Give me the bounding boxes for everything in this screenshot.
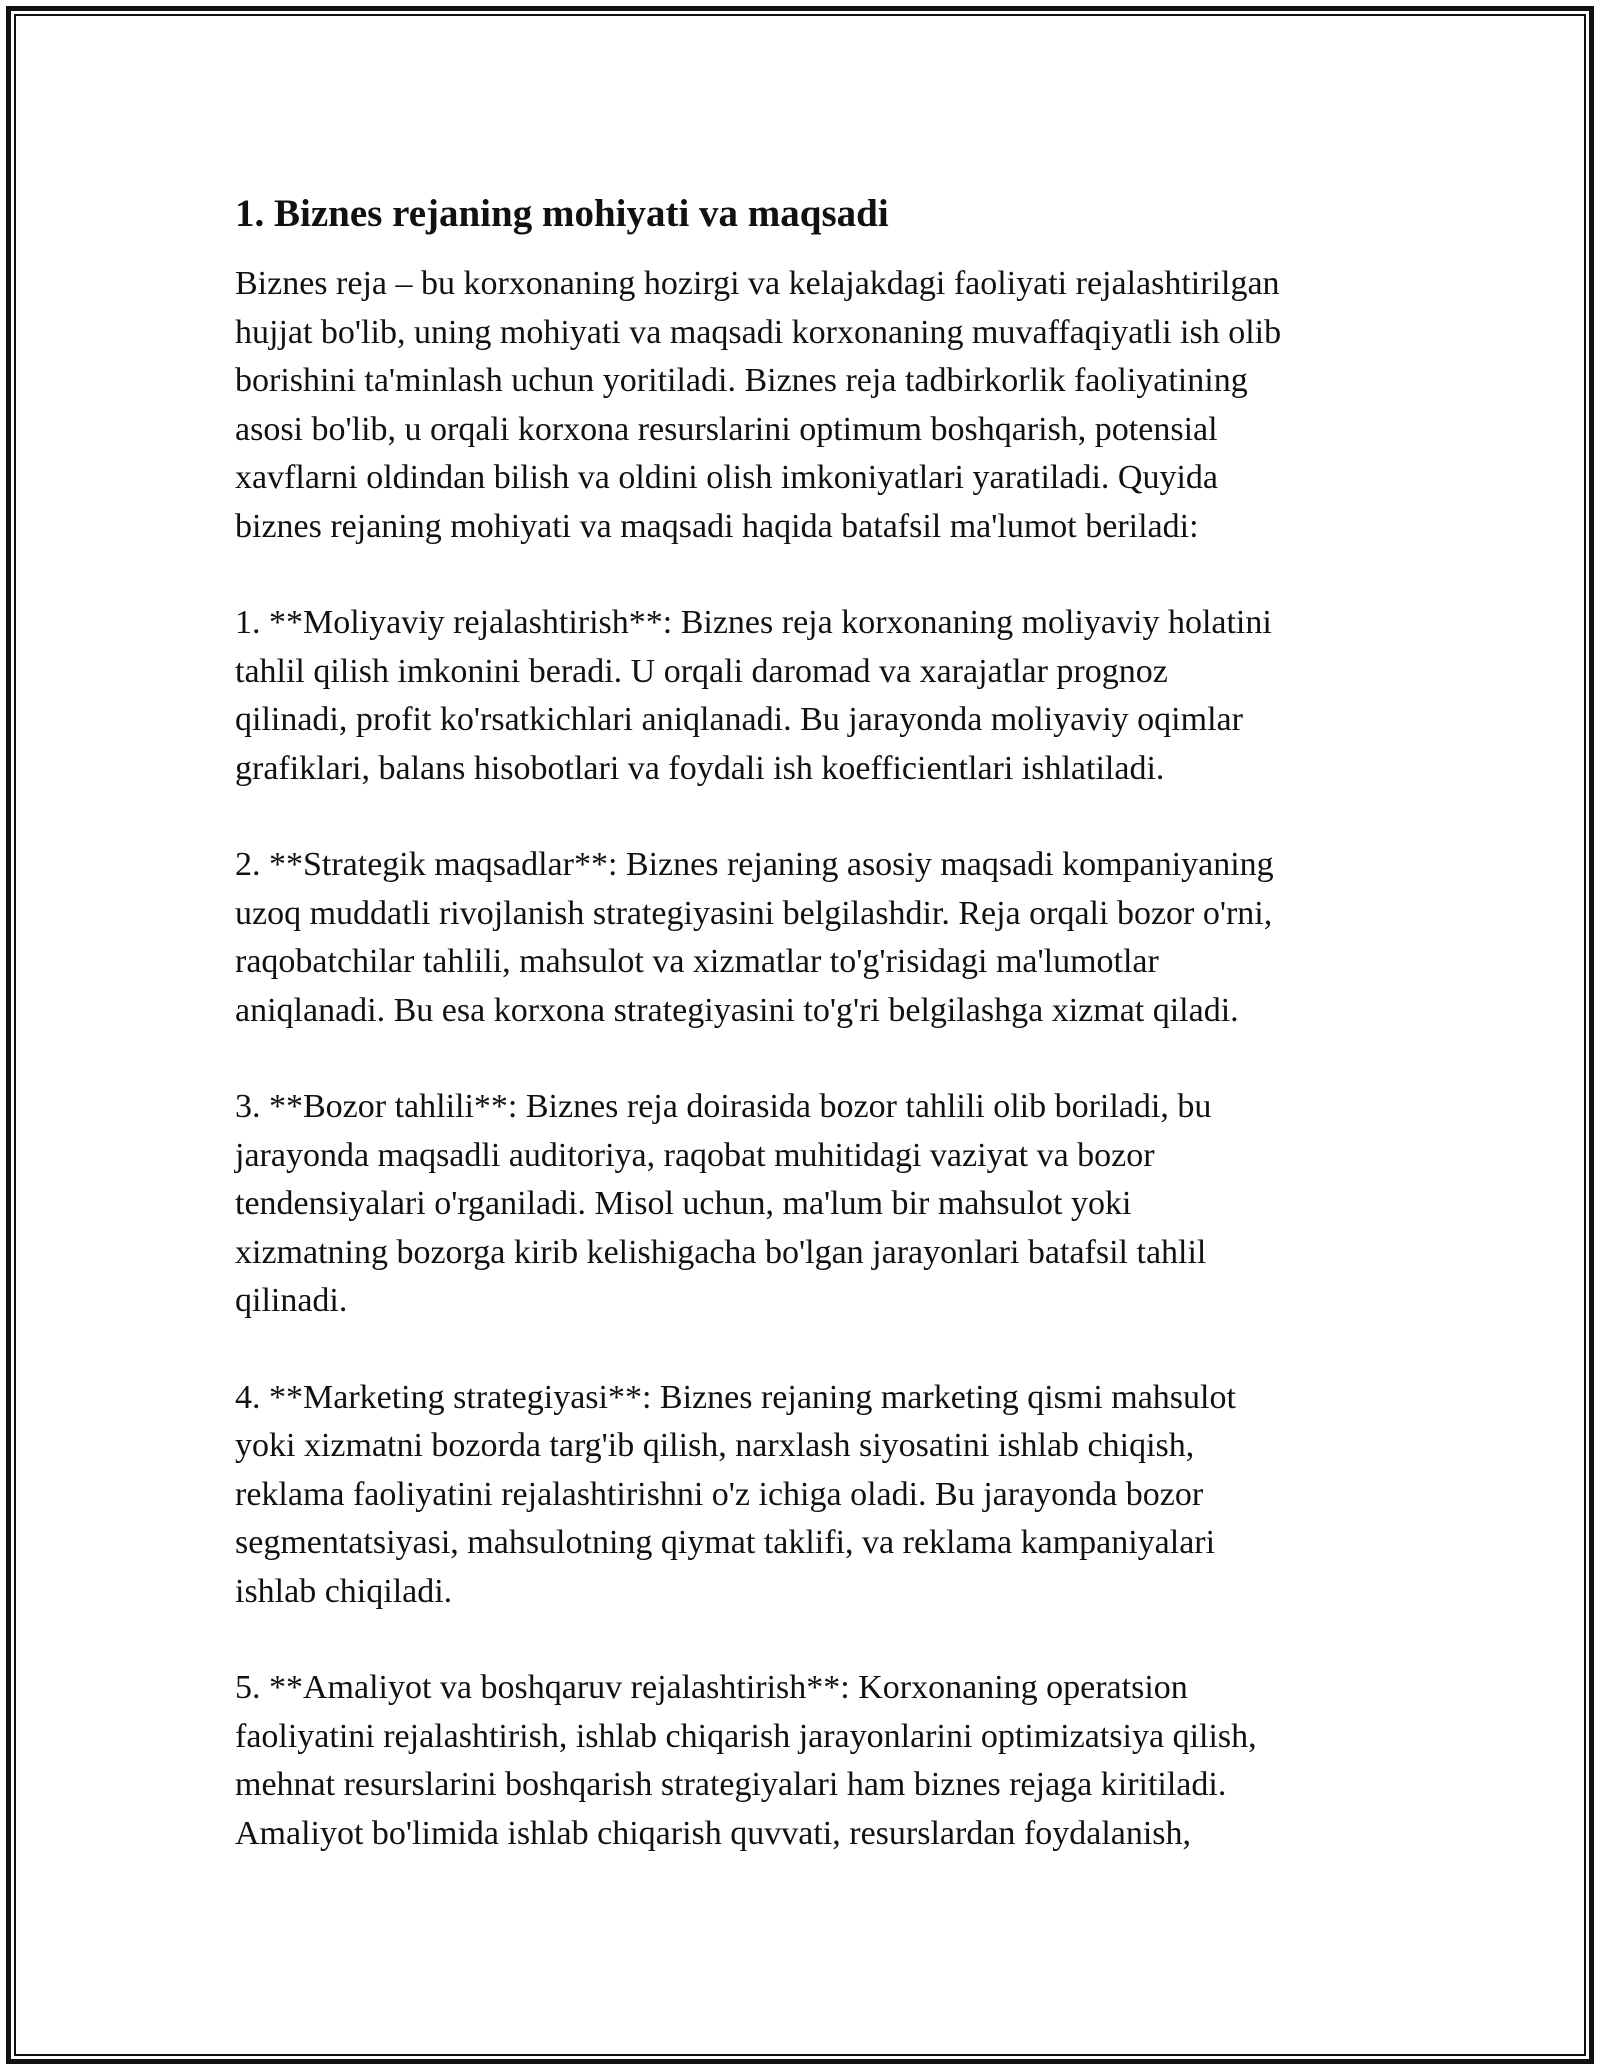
paragraph-marketing-strategy: 4. **Marketing strategiyasi**: Biznes rejaning marketing qismi mahsulot yoki xizmatni bozorda targ'ib qilish, narxlash siyosatini ishlab chiqish, reklama faoliyatini rejalashtirishni o'z ichiga oladi. Bu jarayonda bozor segmentatsiyasi, mahsulotning qiymat taklifi, va reklama kampaniyalari ishlab chiqiladi. — [235, 1378, 1236, 1610]
paragraph-market-analysis: 3. **Bozor tahlili**: Biznes reja doirasida bozor tahlili olib boriladi, bu jarayonda maqsadli auditoriya, raqobat muhitidagi vaziyat va bozor tendensiyalari o'rganiladi. Misol uchun, ma'lum bir mahsulot yoki xizmatning bozorga kirib kelishigacha bo'lgan jarayonlari batafsil tahlil qilinadi. — [235, 1088, 1212, 1319]
paragraph-financial-planning: 1. **Moliyaviy rejalashtirish**: Biznes reja korxonaning moliyaviy holatini tahlil qilish imkonini beradi. U orqali daromad va xarajatlar prognoz qilinadi, profit ko'rsatkichlari aniqlanadi. Bu jarayonda moliyaviy oqimlar grafiklari, balans hisobotlari va foydali ish koefficientlari ishlatiladi. — [235, 604, 1272, 787]
document-title: 1. Biznes rejaning mohiyati va maqsadi — [235, 192, 889, 235]
document-body — [235, 188, 1375, 1906]
paragraph-strategic-goals: 2. **Strategik maqsadlar**: Biznes rejaning asosiy maqsadi kompaniyaning uzoq muddatli rivojlanish strategiyasini belgilashdir. Reja orqali bozor o'rni, raqobatchilar tahlili, mahsulot va xizmatlar to'g'risidagi ma'lumotlar aniqlanadi. Bu esa korxona strategiyasini to'g'ri belgilashga xizmat qiladi. — [235, 846, 1274, 1029]
paragraph-operations-planning: 5. **Amaliyot va boshqaruv rejalashtirish**: Korxonaning operatsion faoliyatini rejalashtirish, ishlab chiqarish jarayonlarini optimizatsiya qilish, mehnat resurslarini boshqarish strategiyalari ham biznes rejaga kiritiladi. Amaliyot bo'limida ishlab chiqarish quvvati, resurslardan foydalanish, — [235, 1669, 1257, 1852]
intro-paragraph: Biznes reja – bu korxonaning hozirgi va kelajakdagi faoliyati rejalashtirilgan hujjat bo'lib, uning mohiyati va maqsadi korxonaning muvaffaqiyatli ish olib borishini ta'minlash uchun yoritiladi. Biznes reja tadbirkorlik faoliyatining asosi bo'lib, u orqali korxona resurslarini optimum boshqarish, potensial xavflarni oldindan bilish va oldini olish imkoniyatlari yaratiladi. Quyida biznes rejaning mohiyati va maqsadi haqida batafsil ma'lumot beriladi: — [235, 265, 1282, 545]
